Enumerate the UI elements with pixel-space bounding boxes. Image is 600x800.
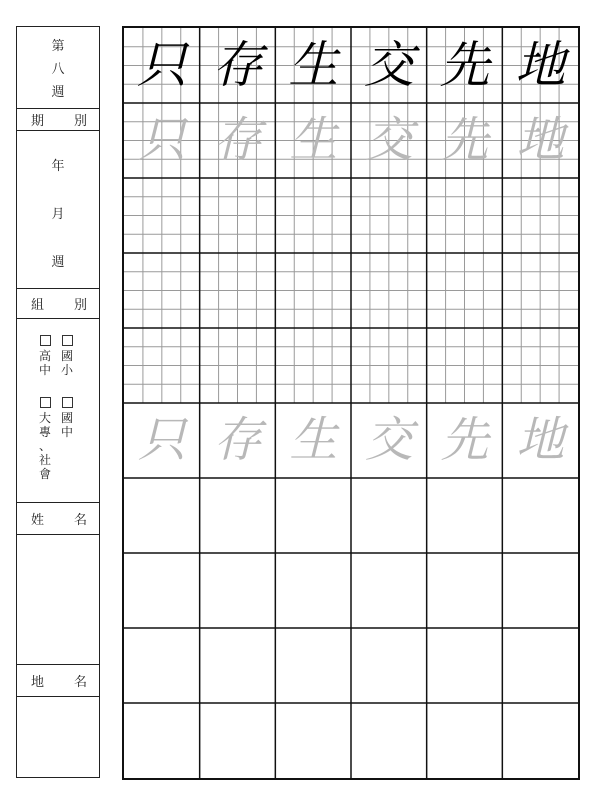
model-char: 先: [439, 36, 490, 94]
trace-char: 交: [364, 112, 413, 168]
trace-char: 先: [440, 412, 489, 468]
level-college-society[interactable]: [39, 397, 51, 481]
elementary-char-1: 國: [61, 349, 74, 363]
date-cell[interactable]: [17, 131, 99, 289]
model-char: 生: [288, 36, 339, 94]
level-junior-high[interactable]: [61, 397, 73, 439]
college-society-checkbox[interactable]: [40, 397, 51, 408]
elementary-checkbox[interactable]: [62, 335, 73, 346]
trace-char: 先: [440, 112, 489, 168]
college-char-2: 專: [39, 425, 52, 439]
trace-char: 只: [137, 112, 186, 168]
week-label: 週: [51, 255, 65, 270]
group-label-2: 別: [73, 298, 87, 313]
high-school-char-2: 中: [39, 363, 52, 377]
model-char: 地: [515, 36, 566, 94]
place-input-area[interactable]: [17, 697, 99, 777]
trace-char: 地: [516, 412, 565, 468]
week-char-1: 第: [51, 39, 65, 54]
week-char-3: 週: [51, 85, 65, 100]
trace-char: 地: [516, 112, 565, 168]
name-label-2: 名: [73, 513, 87, 528]
level-high-school[interactable]: [39, 335, 51, 377]
college-char-3: 、: [39, 439, 52, 453]
trace-char: 交: [364, 412, 413, 468]
group-label-1: 組: [31, 298, 45, 313]
college-char-5: 會: [39, 467, 52, 481]
junior-high-char-1: 國: [61, 411, 74, 425]
model-char: 存: [212, 36, 263, 94]
junior-high-checkbox[interactable]: [62, 397, 73, 408]
level-cell: [17, 319, 99, 503]
year-label: 年: [51, 159, 65, 174]
group-cell: [17, 289, 99, 319]
model-char: 只: [137, 36, 187, 94]
info-column: [16, 26, 100, 778]
week-cell: [17, 27, 99, 109]
trace-char: 只: [137, 412, 186, 468]
college-char-4: 社: [39, 453, 52, 467]
place-label-1: 地: [31, 675, 45, 690]
name-input-area[interactable]: [17, 535, 99, 665]
model-char: 交: [364, 36, 414, 94]
period-label-1: 期: [31, 114, 45, 129]
trace-char: 生: [289, 412, 338, 468]
week-char-2: 八: [51, 62, 65, 77]
level-elementary[interactable]: [61, 335, 73, 377]
trace-char: 生: [289, 112, 338, 168]
name-label-cell: [17, 503, 99, 535]
junior-high-char-2: 中: [61, 425, 74, 439]
high-school-checkbox[interactable]: [40, 335, 51, 346]
college-char-1: 大: [39, 411, 52, 425]
place-label-cell: [17, 665, 99, 697]
period-label-2: 別: [73, 114, 87, 129]
elementary-char-2: 小: [61, 363, 74, 377]
place-label-2: 名: [73, 675, 87, 690]
period-cell: [17, 109, 99, 131]
trace-char: 存: [213, 412, 262, 468]
trace-char: 存: [213, 112, 262, 168]
practice-grid[interactable]: [122, 26, 580, 780]
name-label-1: 姓: [31, 513, 45, 528]
month-label: 月: [51, 207, 65, 222]
high-school-char-1: 高: [39, 349, 52, 363]
